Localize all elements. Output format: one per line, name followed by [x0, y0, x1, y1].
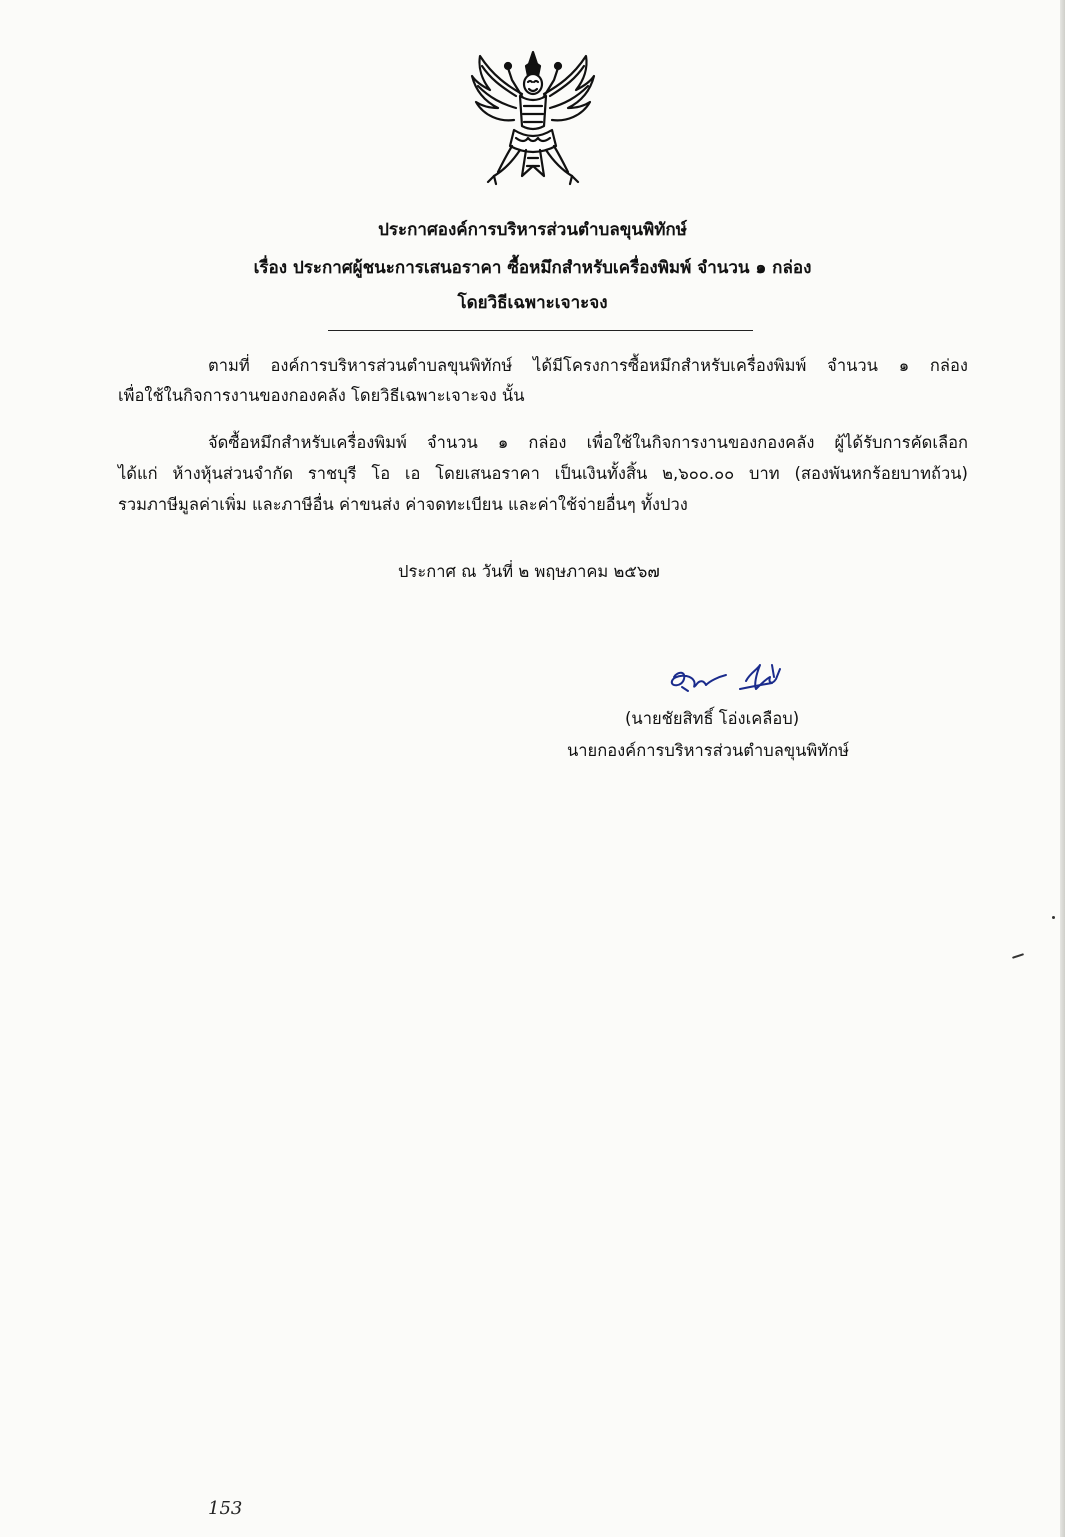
paper-speck [1012, 953, 1024, 959]
handwritten-page-number: 153 [208, 1498, 243, 1519]
document-subject: เรื่อง ประกาศผู้ชนะการเสนอราคา ซื้อหมึกสำหรับเครื่องพิมพ์ จำนวน ๑ กล่อง [253, 258, 812, 278]
paper-speck [1052, 916, 1055, 919]
signer-position: นายกองค์การบริหารส่วนตำบลขุนพิทักษ์ [567, 741, 850, 760]
announcement-date: ประกาศ ณ วันที่ ๒ พฤษภาคม ๒๕๖๗ [398, 562, 660, 581]
paragraph2-line3: รวมภาษีมูลค่าเพิ่ม และภาษีอื่น ค่าขนส่ง ค่าจดทะเบียน และค่าใช้จ่ายอื่นๆ ทั้งปวง [118, 495, 688, 514]
paragraph1-line1: ตามที่ องค์การบริหารส่วนตำบลขุนพิทักษ์ ได้มีโครงการซื้อหมึกสำหรับเครื่องพิมพ์ จำนวน ๑ กล่อง [208, 356, 968, 375]
paragraph1-line2: เพื่อใช้ในกิจการงานของกองคลัง โดยวิธีเฉพาะเจาะจง นั้น [118, 386, 525, 405]
garuda-emblem-icon [468, 46, 598, 186]
handwritten-signature-icon [660, 655, 810, 705]
signer-name: (นายชัยสิทธิ์ โอ่งเคลือบ) [625, 709, 800, 728]
paragraph2-line2: ได้แก่ ห้างหุ้นส่วนจำกัด ราชบุรี โอ เอ โดยเสนอราคา เป็นเงินทั้งสิ้น ๒,๖๐๐.๐๐ บาท (สองพันหกร้อยบาทถ้วน) [118, 464, 968, 483]
paragraph2-line1: จัดซื้อหมึกสำหรับเครื่องพิมพ์ จำนวน ๑ กล่อง เพื่อใช้ในกิจการงานของกองคลัง ผู้ได้รับการคัดเลือก [208, 433, 968, 452]
title-divider [328, 330, 753, 331]
procurement-method: โดยวิธีเฉพาะเจาะจง [457, 293, 608, 313]
document-title: ประกาศองค์การบริหารส่วนตำบลขุนพิทักษ์ [378, 220, 687, 240]
